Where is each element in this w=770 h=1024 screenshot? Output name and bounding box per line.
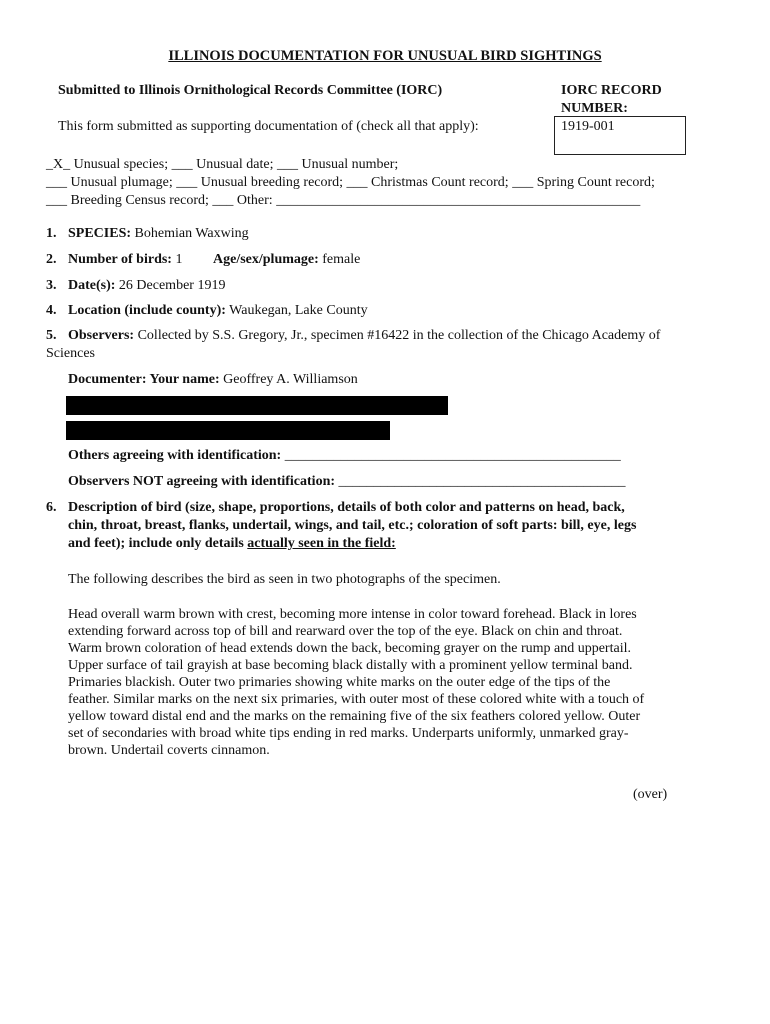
- description-body: [68, 606, 644, 759]
- age-sex-label: Age/sex/plumage:: [213, 252, 319, 267]
- q1-number: 1.: [46, 226, 57, 241]
- others-agreeing-row: [68, 447, 621, 464]
- documenter-label: Documenter: Your name:: [68, 372, 220, 387]
- description-intro: The following describes the bird as seen in two photographs of the specimen.: [68, 572, 501, 587]
- species-value: Bohemian Waxwing: [131, 226, 249, 241]
- species-label: SPECIES:: [68, 226, 132, 241]
- description-line: Head overall warm brown with crest, becoming more intense in color toward forehead. Black in lores: [68, 607, 637, 622]
- q4-number: 4.: [46, 303, 57, 318]
- description-line: yellow toward distal end and the marks on the remaining five of the six feathers colored yellow. Outer: [68, 709, 641, 724]
- age-sex-row: [213, 251, 360, 268]
- location-value: Waukegan, Lake County: [225, 303, 368, 318]
- form-purpose-line: This form submitted as supporting documentation of (check all that apply):: [58, 119, 479, 134]
- checklist-line-2: ___ Unusual plumage; ___ Unusual breeding record; ___ Christmas Count record; ___ Spring Count record;: [46, 175, 655, 190]
- q2-number: 2.: [46, 252, 57, 267]
- observers-value: Collected by S.S. Gregory, Jr., specimen #16422 in the collection of the Chicago Academy of: [134, 328, 661, 343]
- number-of-birds-row: [46, 251, 182, 268]
- date-label: Date(s):: [68, 278, 116, 293]
- observers-row: [46, 327, 660, 344]
- not-agreeing-label: Observers NOT agreeing with identification:: [68, 474, 336, 489]
- over-note: (over): [633, 787, 668, 802]
- description-line: Primaries blackish. Outer two primaries showing white marks on the outer edge of the tips of the: [68, 675, 611, 690]
- description-line: set of secondaries with broad white tips ending in red marks. Underparts uniformly, unmarked gray-: [68, 726, 629, 741]
- q5-number: 5.: [46, 328, 57, 343]
- checklist-line-3: [46, 192, 640, 209]
- description-line: brown. Undertail coverts cinnamon.: [68, 743, 270, 758]
- description-line: extending forward across top of bill and rearward over the top of the eye. Black on chin and throat.: [68, 624, 623, 639]
- description-prompt-line-3a: and feet); include only details: [68, 536, 248, 551]
- species-row: [46, 225, 249, 242]
- location-row: [46, 302, 368, 319]
- description-prompt-line-3: [68, 535, 396, 552]
- observers-value-continued: Sciences: [46, 346, 95, 361]
- documenter-row: [68, 371, 358, 388]
- record-number-label-1: IORC RECORD: [561, 83, 662, 98]
- location-label: Location (include county):: [68, 303, 226, 318]
- observers-label: Observers:: [68, 328, 135, 343]
- documenter-value: Geoffrey A. Williamson: [219, 372, 358, 387]
- number-of-birds-value: 1: [171, 252, 183, 267]
- other-blank: ____________________________________________________: [276, 193, 641, 208]
- not-agreeing-blank: _________________________________________: [335, 474, 626, 489]
- checklist-line-1: _X_ Unusual species; ___ Unusual date; ___ Unusual number;: [46, 157, 399, 172]
- description-prompt-emphasis: actually seen in the field:: [247, 536, 396, 551]
- description-prompt-line-2: chin, throat, breast, flanks, undertail, wings, and tail, etc.; coloration of soft parts: bill, eye, legs: [68, 518, 637, 533]
- age-sex-value: female: [318, 252, 361, 267]
- date-row: [46, 277, 225, 294]
- others-agreeing-blank: ________________________________________________: [281, 448, 621, 463]
- redacted-contact-bar: [66, 421, 390, 440]
- submitted-to-line: Submitted to Illinois Ornithological Records Committee (IORC): [58, 83, 443, 98]
- redacted-address-bar: [66, 396, 448, 415]
- date-value: 26 December 1919: [115, 278, 226, 293]
- description-line: Upper surface of tail grayish at base becoming black distally with a prominent yellow terminal band.: [68, 658, 633, 673]
- q3-number: 3.: [46, 278, 57, 293]
- description-line: feather. Similar marks on the next six primaries, with outer most of these colored white with a touch of: [68, 692, 645, 707]
- others-agreeing-label: Others agreeing with identification:: [68, 448, 282, 463]
- not-agreeing-row: [68, 473, 626, 490]
- number-of-birds-label: Number of birds:: [68, 252, 172, 267]
- document-title: ILLINOIS DOCUMENTATION FOR UNUSUAL BIRD SIGHTINGS: [168, 48, 602, 64]
- record-number-label-2: NUMBER:: [561, 101, 628, 116]
- description-prompt-line-1: Description of bird (size, shape, proportions, details of both color and patterns on head, back,: [68, 500, 625, 515]
- q6-number: 6.: [46, 500, 57, 515]
- description-line: Warm brown coloration of head extends down the back, becoming grayer on the rump and uppertail.: [68, 641, 631, 656]
- record-number-value: 1919-001: [561, 119, 615, 134]
- checklist-line-3-prefix: ___ Breeding Census record; ___ Other:: [46, 193, 273, 208]
